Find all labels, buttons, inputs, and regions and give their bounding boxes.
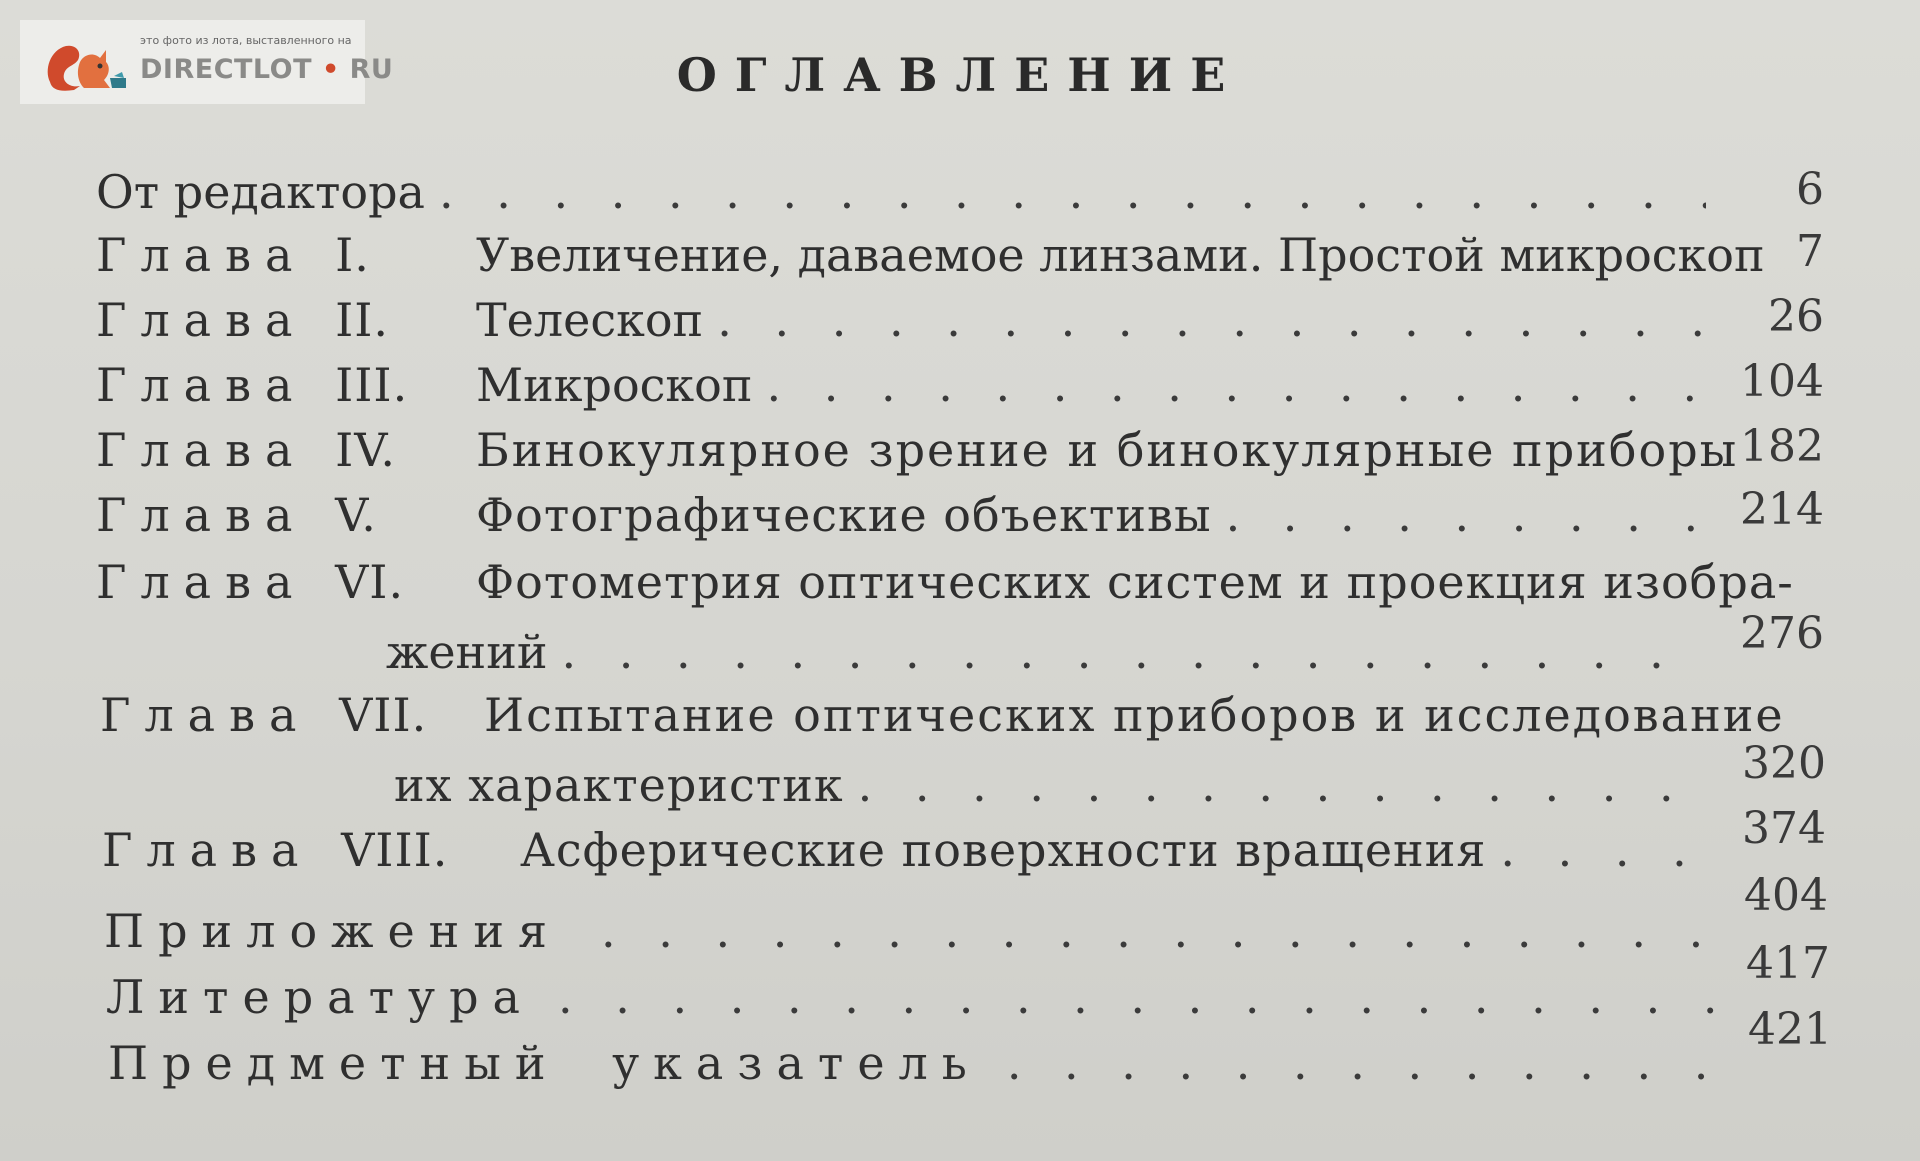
brand-name: DIRECTLOT xyxy=(140,54,313,85)
toc-leader-dots xyxy=(562,625,1706,679)
toc-chapter-label: Глава VII. xyxy=(100,688,428,742)
brand-tld: RU xyxy=(349,54,394,85)
toc-entry-title: Телескоп xyxy=(476,293,704,347)
toc-chapter-label: Глава I. xyxy=(96,228,370,282)
toc-entry-title: От редактора xyxy=(96,165,425,219)
toc-chapter-label: Глава V. xyxy=(96,488,377,542)
toc-leader-dots xyxy=(601,904,1714,958)
toc-entry-chapter-6-cont xyxy=(96,625,1706,679)
toc-entry-chapter-1 xyxy=(96,228,1765,282)
toc-page-number: 421 xyxy=(1748,1004,1832,1055)
toc-chapter-label: Глава VIII. xyxy=(102,823,449,877)
page-heading: ОГЛАВЛЕНИЕ xyxy=(676,48,1244,102)
toc-entry-title: Увеличение, даваемое линзами. Простой микроскоп xyxy=(476,228,1765,282)
toc-page-number: 417 xyxy=(1746,938,1830,989)
toc-entry-title: Литература xyxy=(106,970,534,1024)
toc-entry-chapter-7-cont xyxy=(100,758,1710,812)
toc-entry-chapter-5 xyxy=(96,488,1706,542)
toc-page-number: 7 xyxy=(1796,226,1824,277)
toc-entry-title: Испытание оптических приборов и исследование xyxy=(484,688,1785,742)
toc-leader-dots xyxy=(767,358,1706,412)
toc-page-number: 320 xyxy=(1742,738,1826,789)
toc-chapter-label: Глава III. xyxy=(96,358,409,412)
toc-entry-appendix xyxy=(104,904,1714,958)
toc-entry-title: Фотометрия оптических систем и проекция изобра- xyxy=(476,555,1794,609)
toc-entry-index xyxy=(108,1036,1718,1090)
toc-entry-chapter-2 xyxy=(96,293,1706,347)
toc-chapter-label: Глава VI. xyxy=(96,555,405,609)
toc-page-number: 276 xyxy=(1740,608,1824,659)
toc-page-number: 182 xyxy=(1740,421,1824,472)
toc-entry-literature xyxy=(106,970,1716,1024)
toc-leader-dots xyxy=(439,165,1706,219)
toc-entry-title: Бинокулярное зрение и бинокулярные приборы xyxy=(476,423,1739,477)
toc-leader-dots xyxy=(858,758,1710,812)
toc-entry-chapter-7 xyxy=(100,688,1785,742)
toc-entry-title: Предметный указатель xyxy=(108,1036,981,1090)
toc-entry-title: Приложения xyxy=(104,904,562,958)
toc-page-number: 374 xyxy=(1742,803,1826,854)
toc-page-number: 104 xyxy=(1740,356,1824,407)
toc-entry-chapter-6 xyxy=(96,555,1794,609)
brand-dot: • xyxy=(321,54,340,85)
toc-chapter-label: Глава II. xyxy=(96,293,390,347)
toc-entry-title-continuation: жений xyxy=(386,625,548,679)
toc-entry-chapter-8 xyxy=(102,823,1712,877)
toc-page-number: 404 xyxy=(1744,870,1828,921)
toc-entry-editor xyxy=(96,165,1706,219)
toc-leader-dots xyxy=(1007,1036,1718,1090)
toc-leader-dots xyxy=(1226,488,1706,542)
toc-entry-title: Асферические поверхности вращения xyxy=(520,823,1487,877)
watermark-caption: это фото из лота, выставленного на xyxy=(140,34,352,47)
toc-page-number: 6 xyxy=(1796,164,1824,215)
toc-entry-title: Фотографические объективы xyxy=(476,488,1212,542)
toc-chapter-label: Глава IV. xyxy=(96,423,397,477)
toc-entry-chapter-3 xyxy=(96,358,1706,412)
toc-page-number: 214 xyxy=(1740,484,1824,535)
toc-leader-dots xyxy=(558,970,1716,1024)
toc-leader-dots xyxy=(717,293,1706,347)
toc-page-number: 26 xyxy=(1768,291,1824,342)
toc-entry-title-continuation: их характеристик xyxy=(394,758,844,812)
toc-entry-chapter-4 xyxy=(96,423,1739,477)
toc-entry-title: Микроскоп xyxy=(476,358,753,412)
